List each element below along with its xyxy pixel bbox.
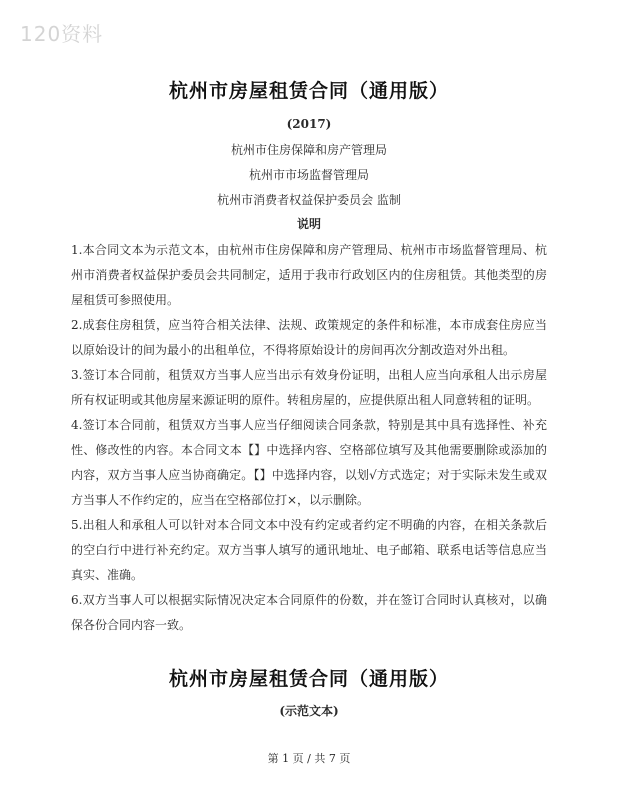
watermark-text: 120资料 bbox=[20, 22, 104, 46]
note-paragraph-1: 1.本合同文本为示范文本，由杭州市住房保障和房产管理局、杭州市市场监督管理局、杭州市消费者权益保护委员会共同制定，适用于我市行政划区内的住房租赁。其他类型的房屋租赁可参照使用。 bbox=[71, 243, 547, 307]
section-title: 杭州市房屋租赁合同（通用版） bbox=[168, 668, 449, 690]
section-subtitle: (示范文本) bbox=[279, 704, 339, 718]
authority-line-3: 杭州市消费者权益保护委员会 监制 bbox=[217, 193, 401, 207]
document-title: 杭州市房屋租赁合同（通用版） bbox=[168, 80, 449, 102]
document-year: (2017) bbox=[286, 117, 332, 131]
page-number: 第 1 页 / 共 7 页 bbox=[267, 752, 351, 765]
authority-line-1: 杭州市住房保障和房产管理局 bbox=[230, 143, 387, 157]
note-paragraph-3: 3.签订本合同前，租赁双方当事人应当出示有效身份证明，出租人应当向承租人出示房屋所有权证明或其他房屋来源证明的原件。转租房屋的，应提供原出租人同意转租的证明。 bbox=[71, 368, 547, 407]
note-paragraph-4: 4.签订本合同前，租赁双方当事人应当仔细阅读合同条款，特别是其中具有选择性、补充性、修改性的内容。本合同文本【】中选择内容、空格部位填写及其他需要删除或添加的内容，双方当事人应当协商确定。【】中选择内容，以划√方式选定；对于实际未发生或双方当事人不作约定的，应当在空格部位打×，以示删除。 bbox=[71, 418, 547, 507]
notes-body bbox=[71, 238, 547, 638]
authority-line-2: 杭州市市场监督管理局 bbox=[248, 168, 369, 182]
notes-heading: 说明 bbox=[296, 217, 321, 231]
note-paragraph-2: 2.成套住房租赁，应当符合相关法律、法规、政策规定的条件和标准，本市成套住房应当以原始设计的间为最小的出租单位，不得将原始设计的房间再次分割改造对外出租。 bbox=[71, 318, 547, 357]
note-paragraph-6: 6.双方当事人可以根据实际情况决定本合同原件的份数，并在签订合同时认真核对，以确保各份合同内容一致。 bbox=[71, 593, 547, 632]
note-paragraph-5: 5.出租人和承租人可以针对本合同文本中没有约定或者约定不明确的内容，在相关条款后的空白行中进行补充约定。双方当事人填写的通讯地址、电子邮箱、联系电话等信息应当真实、准确。 bbox=[71, 518, 547, 582]
